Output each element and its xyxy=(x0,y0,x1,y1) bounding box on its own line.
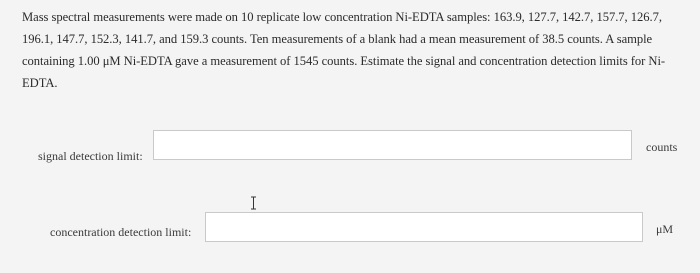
text-cursor-icon xyxy=(250,196,257,210)
concentration-unit-label: μM xyxy=(656,222,674,236)
question-text: Mass spectral measurements were made on 10 replicate low concentration Ni-EDTA samples: 163.9, 127.7, 142.7, 157.7, 126.7, 196.1, 147.7, 152.3, 141.7, and 159.3 counts. Ten measurements of a blank had a mean measurement of 38.5 counts. A sample containing 1.00 μM Ni-EDTA gave a measurement of 1545 counts. Estimate the signal and concentration detection limits for Ni-EDTA. xyxy=(22,10,666,90)
concentration-detection-limit-input[interactable] xyxy=(205,212,643,242)
signal-detection-limit-input[interactable] xyxy=(153,130,632,160)
signal-unit-label: counts xyxy=(646,140,678,154)
concentration-detection-limit-label: concentration detection limit: xyxy=(50,225,192,239)
signal-detection-limit-label: signal detection limit: xyxy=(38,149,143,163)
